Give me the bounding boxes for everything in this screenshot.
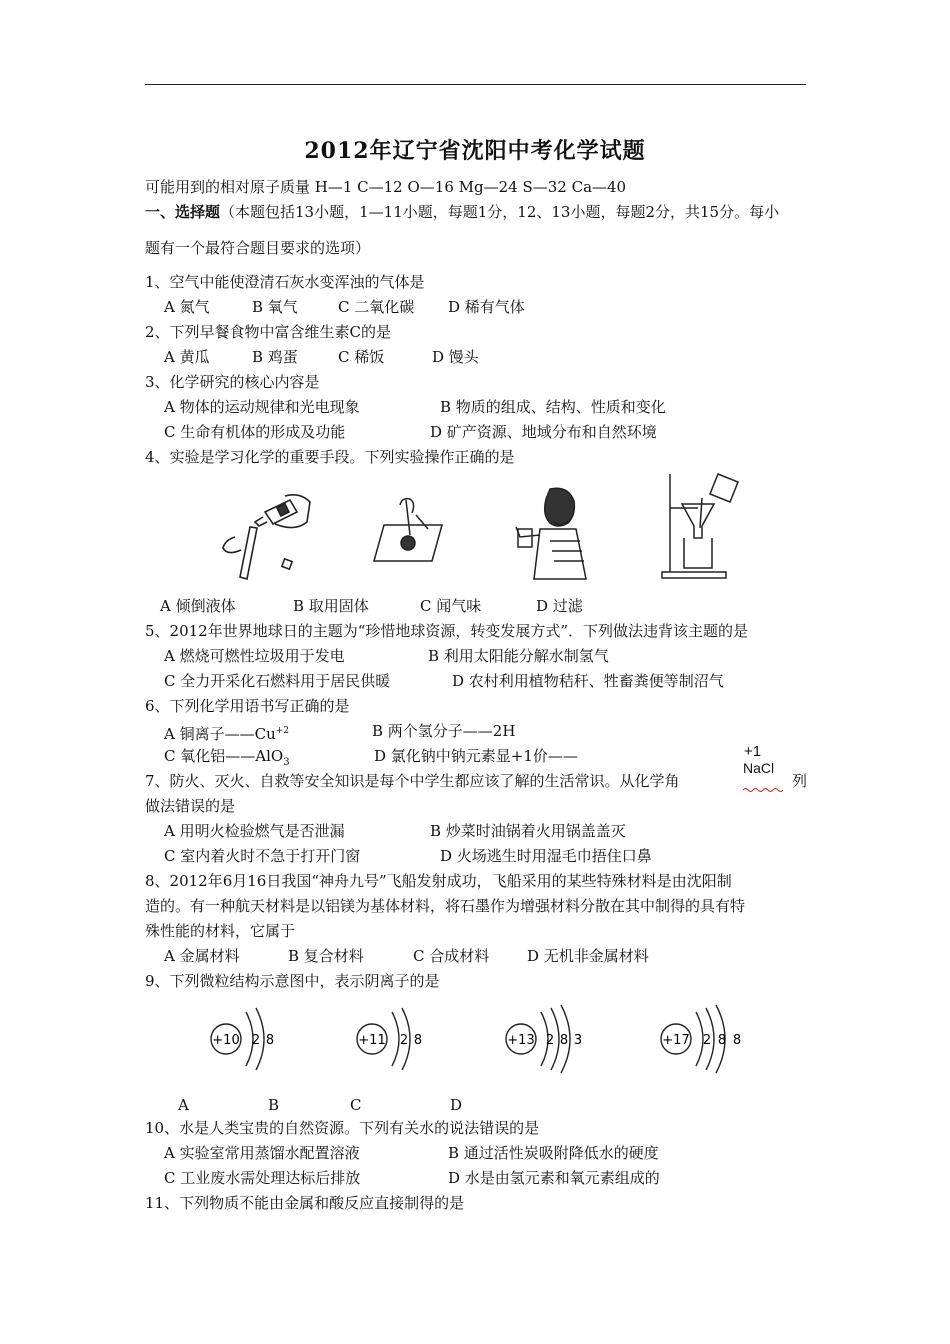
q8-stem-line2: 造的。有一种航天材料是以铝镁为基体材料，将石墨作为增强材料分散在其中制得的具有特 bbox=[145, 897, 746, 915]
nacl-formula: NaCl bbox=[743, 760, 775, 776]
q11-stem: 11、下列物质不能由金属和酸反应直接制得的是 bbox=[145, 1194, 465, 1212]
q9-option-b: B bbox=[268, 1096, 280, 1114]
q1-option-b: B 氧气 bbox=[252, 298, 298, 316]
q9-option-c: C bbox=[350, 1096, 362, 1114]
q6-a-text: A 铜离子——Cu bbox=[164, 725, 276, 743]
q8-stem-line3: 殊性能的材料，它属于 bbox=[145, 922, 296, 940]
q6-option-b: B 两个氢分子——2H bbox=[372, 722, 516, 740]
particle-b-shell-2: 8 bbox=[413, 1033, 423, 1048]
nacl-valence: +1 bbox=[744, 743, 762, 760]
q6-option-a bbox=[164, 721, 289, 744]
q7-option-c: C 室内着火时不急于打开门窗 bbox=[164, 847, 361, 865]
q4-stem: 4、实验是学习化学的重要手段。下列实验操作正确的是 bbox=[145, 448, 515, 466]
q3-option-b: B 物质的组成、结构、性质和变化 bbox=[440, 398, 666, 416]
particle-b bbox=[357, 1008, 422, 1070]
q10-option-c: C 工业废水需处理达标后排放 bbox=[164, 1169, 361, 1187]
particle-a-shell-1: 2 bbox=[251, 1033, 261, 1048]
particle-c-nucleus: +13 bbox=[507, 1033, 535, 1048]
q3-option-c: C 生命有机体的形成及功能 bbox=[164, 423, 346, 441]
take-solid-illustration bbox=[372, 495, 447, 567]
q5-option-d: D 农村利用植物秸秆、牲畜粪便等制沼气 bbox=[452, 672, 724, 690]
q7-option-d: D 火场逃生时用湿毛巾捂住口鼻 bbox=[440, 847, 652, 865]
q10-option-a: A 实验室常用蒸馏水配置溶液 bbox=[164, 1144, 360, 1162]
q1-option-d: D 稀有气体 bbox=[448, 298, 525, 316]
q2-stem: 2、下列早餐食物中富含维生素C的是 bbox=[145, 323, 392, 341]
q10-option-b: B 通过活性炭吸附降低水的硬度 bbox=[448, 1144, 659, 1162]
q5-stem: 5、2012年世界地球日的主题为“珍惜地球资源，转变发展方式”．下列做法违背该主题的是 bbox=[145, 622, 749, 640]
particle-d-shell-3: 8 bbox=[732, 1033, 742, 1048]
q5-option-c: C 全力开采化石燃料用于居民供暖 bbox=[164, 672, 391, 690]
particle-diagrams bbox=[200, 1000, 760, 1080]
q6-c-subscript: 3 bbox=[283, 757, 290, 768]
q9-option-d: D bbox=[450, 1096, 463, 1114]
filtration-illustration bbox=[658, 468, 744, 580]
q3-stem: 3、化学研究的核心内容是 bbox=[145, 373, 320, 391]
q9-stem: 9、下列微粒结构示意图中，表示阴离子的是 bbox=[145, 972, 440, 990]
q3-option-a: A 物体的运动规律和光电现象 bbox=[164, 398, 360, 416]
particle-c-shell-2: 8 bbox=[559, 1033, 569, 1048]
page-title: 2012年辽宁省沈阳中考化学试题 bbox=[304, 138, 646, 164]
q4-option-b: B 取用固体 bbox=[293, 597, 369, 615]
q8-option-c: C 合成材料 bbox=[413, 947, 490, 965]
particle-b-nucleus: +11 bbox=[358, 1033, 386, 1048]
q7-stem-line1-end: 列 bbox=[792, 772, 808, 790]
section1-desc1: （本题包括13小题，1—11小题，每题1分，12、13小题，每题2分，共15分。每小 bbox=[220, 203, 780, 221]
q4-option-d: D 过滤 bbox=[536, 597, 583, 615]
q2-option-c: C 稀饭 bbox=[338, 348, 385, 366]
q4-option-a: A 倾倒液体 bbox=[160, 597, 236, 615]
q10-stem: 10、水是人类宝贵的自然资源。下列有关水的说法错误的是 bbox=[145, 1119, 540, 1137]
q10-option-d: D 水是由氢元素和氧元素组成的 bbox=[448, 1169, 660, 1187]
q1-option-c: C 二氧化碳 bbox=[338, 298, 415, 316]
section1-line1 bbox=[145, 202, 779, 222]
q9-option-a: A bbox=[178, 1096, 189, 1114]
q8-option-a: A 金属材料 bbox=[164, 947, 240, 965]
smell-gas-illustration bbox=[510, 485, 602, 581]
particle-d-nucleus: +17 bbox=[662, 1033, 690, 1048]
spellcheck-squiggle bbox=[743, 787, 783, 793]
q6-a-charge: +2 bbox=[275, 726, 290, 736]
q1-option-a: A 氮气 bbox=[164, 298, 210, 316]
particle-c-shell-1: 2 bbox=[545, 1033, 555, 1048]
q6-c-text: C 氧化铝——AlO bbox=[164, 747, 284, 765]
q8-option-b: B 复合材料 bbox=[288, 947, 364, 965]
particle-d-shell-2: 8 bbox=[717, 1033, 727, 1048]
q6-stem: 6、下列化学用语书写正确的是 bbox=[145, 697, 350, 715]
particle-a bbox=[211, 1008, 274, 1070]
q6-option-c bbox=[164, 746, 290, 773]
q2-option-d: D 馒头 bbox=[432, 348, 479, 366]
q1-stem: 1、空气中能使澄清石灰水变浑浊的气体是 bbox=[145, 273, 425, 291]
particle-d-shell-1: 2 bbox=[702, 1033, 712, 1048]
q6-option-d: D 氯化钠中钠元素显+1价—— bbox=[374, 747, 578, 765]
particle-c bbox=[506, 1005, 582, 1073]
q7-stem-line1: 7、防火、灭火、自救等安全知识是每个中学生都应该了解的生活常识。从化学角 bbox=[145, 772, 680, 790]
q3-option-d: D 矿产资源、地域分布和自然环境 bbox=[430, 423, 657, 441]
top-rule bbox=[145, 84, 806, 85]
q2-option-a: A 黄瓜 bbox=[164, 348, 210, 366]
q7-stem-line2: 做法错误的是 bbox=[145, 797, 236, 815]
atomic-masses: 可能用到的相对原子质量 H—1 C—12 O—16 Mg—24 S—32 Ca—40 bbox=[145, 178, 627, 196]
pour-liquid-illustration bbox=[215, 482, 315, 582]
q5-option-b: B 利用太阳能分解水制氢气 bbox=[428, 647, 609, 665]
q7-option-b: B 炒菜时油锅着火用锅盖盖灭 bbox=[430, 822, 626, 840]
q8-stem-line1: 8、2012年6月16日我国“神舟九号”飞船发射成功，飞船采用的某些特殊材料是由沈阳制 bbox=[145, 872, 732, 890]
particle-b-shell-1: 2 bbox=[399, 1033, 409, 1048]
particle-c-shell-3: 3 bbox=[573, 1033, 583, 1048]
section1-desc2: 题有一个最符合题目要求的选项） bbox=[145, 239, 371, 257]
section1-heading: 一、选择题 bbox=[145, 203, 221, 221]
particle-a-shell-2: 8 bbox=[265, 1033, 275, 1048]
particle-a-nucleus: +10 bbox=[212, 1033, 240, 1048]
q8-option-d: D 无机非金属材料 bbox=[527, 947, 649, 965]
q5-option-a: A 燃烧可燃性垃圾用于发电 bbox=[164, 647, 345, 665]
q7-option-a: A 用明火检验燃气是否泄漏 bbox=[164, 822, 345, 840]
q4-option-c: C 闻气味 bbox=[420, 597, 482, 615]
q2-option-b: B 鸡蛋 bbox=[252, 348, 298, 366]
particle-d bbox=[661, 1005, 741, 1073]
